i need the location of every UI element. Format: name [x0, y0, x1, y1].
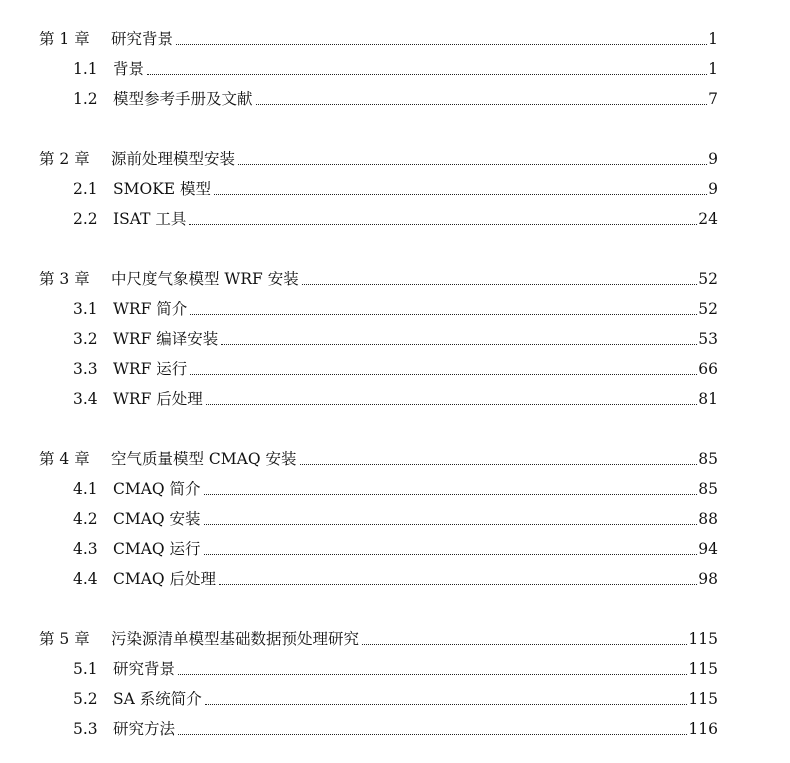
toc-section-entry[interactable]: [0, 534, 790, 564]
chapter-title: 源前处理模型安装: [111, 150, 236, 168]
toc-section-entry[interactable]: [0, 54, 790, 84]
dot-leader: [206, 404, 697, 405]
section-number: 5.3: [73, 720, 98, 738]
dot-leader: [221, 344, 697, 345]
toc-chapter-entry[interactable]: [0, 264, 790, 294]
page-number: 9: [708, 144, 718, 174]
chapter-title: 研究背景: [111, 30, 174, 48]
chapter-title: 污染源清单模型基础数据预处理研究: [111, 630, 360, 648]
toc-section-entry[interactable]: [0, 384, 790, 414]
toc-section-entry[interactable]: [0, 204, 790, 234]
page-number: 66: [698, 354, 718, 384]
chapter-title: 中尺度气象模型 WRF 安装: [111, 270, 299, 288]
section-number: 2.1: [73, 180, 98, 198]
toc-section-entry[interactable]: [0, 174, 790, 204]
section-number: 3.2: [73, 330, 98, 348]
section-number: 4.1: [73, 480, 98, 498]
page-number: 85: [698, 474, 718, 504]
toc-section-entry[interactable]: [0, 654, 790, 684]
section-number: 1.2: [73, 90, 98, 108]
page-number: 1: [708, 24, 718, 54]
chapter-number: 第 2 章: [39, 150, 90, 168]
page-number: 116: [688, 714, 718, 744]
section-number: 4.3: [73, 540, 98, 558]
dot-leader: [300, 464, 697, 465]
section-number: 3.4: [73, 390, 98, 408]
toc-section-entry[interactable]: [0, 474, 790, 504]
section-title: CMAQ 安装: [113, 510, 201, 528]
toc-chapter-entry[interactable]: [0, 624, 790, 654]
section-title: ISAT 工具: [113, 210, 187, 228]
page-number: 7: [708, 84, 718, 114]
section-title: WRF 编译安装: [113, 330, 219, 348]
section-number: 4.4: [73, 570, 98, 588]
dot-leader: [190, 374, 697, 375]
section-title: SA 系统简介: [113, 690, 202, 708]
dot-leader: [176, 44, 707, 45]
chapter-number: 第 5 章: [39, 630, 90, 648]
dot-leader: [238, 164, 707, 165]
dot-leader: [362, 644, 687, 645]
chapter-number: 第 1 章: [39, 30, 90, 48]
dot-leader: [204, 524, 697, 525]
page-number: 115: [688, 684, 718, 714]
chapter-number: 第 4 章: [39, 450, 90, 468]
dot-leader: [178, 734, 687, 735]
dot-leader: [204, 494, 697, 495]
section-number: 2.2: [73, 210, 98, 228]
page-number: 115: [688, 624, 718, 654]
page-number: 9: [708, 174, 718, 204]
section-title: 研究背景: [113, 660, 176, 678]
section-title: WRF 简介: [113, 300, 188, 318]
toc-section-entry[interactable]: [0, 294, 790, 324]
section-title: 模型参考手册及文献: [113, 90, 253, 108]
dot-leader: [205, 704, 687, 705]
section-number: 5.1: [73, 660, 98, 678]
toc-section-entry[interactable]: [0, 714, 790, 744]
section-number: 4.2: [73, 510, 98, 528]
dot-leader: [302, 284, 697, 285]
dot-leader: [256, 104, 707, 105]
dot-leader: [214, 194, 707, 195]
section-number: 1.1: [73, 60, 98, 78]
toc-section-entry[interactable]: [0, 324, 790, 354]
section-title: CMAQ 运行: [113, 540, 201, 558]
dot-leader: [204, 554, 697, 555]
toc-section-entry[interactable]: [0, 684, 790, 714]
page-number: 52: [698, 294, 718, 324]
section-number: 3.1: [73, 300, 98, 318]
toc-chapter-entry[interactable]: [0, 144, 790, 174]
page-number: 98: [698, 564, 718, 594]
dot-leader: [147, 74, 707, 75]
dot-leader: [219, 584, 697, 585]
page-number: 53: [698, 324, 718, 354]
page-number: 1: [708, 54, 718, 84]
dot-leader: [190, 314, 697, 315]
toc-chapter-entry[interactable]: [0, 24, 790, 54]
page-number: 94: [698, 534, 718, 564]
page-number: 52: [698, 264, 718, 294]
section-title: 背景: [113, 60, 145, 78]
page-number: 81: [698, 384, 718, 414]
section-title: WRF 后处理: [113, 390, 203, 408]
page-number: 88: [698, 504, 718, 534]
section-title: CMAQ 后处理: [113, 570, 217, 588]
section-number: 5.2: [73, 690, 98, 708]
page-number: 85: [698, 444, 718, 474]
toc-section-entry[interactable]: [0, 504, 790, 534]
toc-section-entry[interactable]: [0, 354, 790, 384]
chapter-number: 第 3 章: [39, 270, 90, 288]
toc-chapter-entry[interactable]: [0, 444, 790, 474]
chapter-title: 空气质量模型 CMAQ 安装: [111, 450, 297, 468]
page-number: 115: [688, 654, 718, 684]
page-number: 24: [698, 204, 718, 234]
dot-leader: [178, 674, 687, 675]
section-title: CMAQ 简介: [113, 480, 201, 498]
toc-section-entry[interactable]: [0, 84, 790, 114]
section-title: WRF 运行: [113, 360, 188, 378]
section-number: 3.3: [73, 360, 98, 378]
toc-section-entry[interactable]: [0, 564, 790, 594]
dot-leader: [189, 224, 697, 225]
section-title: 研究方法: [113, 720, 176, 738]
section-title: SMOKE 模型: [113, 180, 212, 198]
